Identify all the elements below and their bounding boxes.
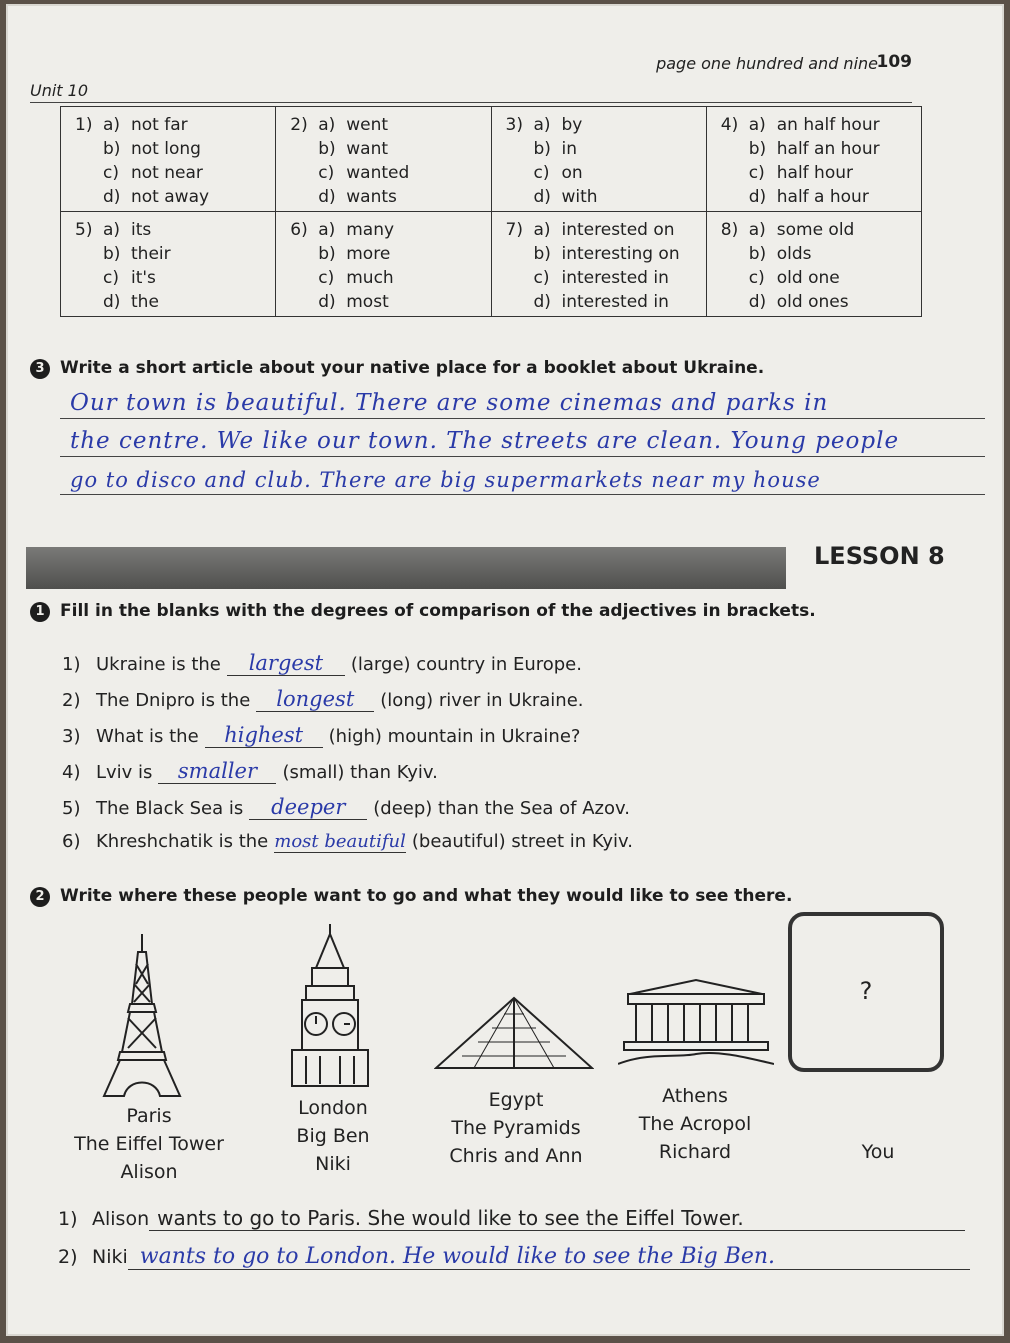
- place-caption: Egypt The Pyramids Chris and Ann: [449, 1089, 583, 1167]
- answer-text[interactable]: wants to go to London. He would like to see the Big Ben.: [128, 1244, 970, 1270]
- answer-blank[interactable]: longest: [256, 687, 374, 712]
- answer-blank[interactable]: most beautiful: [274, 831, 406, 852]
- option-group: 6) a) many b) more c) much d) most: [276, 212, 491, 317]
- big-ben-icon: [280, 924, 380, 1088]
- exercise-item: 6) Khreshchatik is the most beautiful (beautiful) street in Kyiv.: [62, 831, 634, 852]
- you-label: You: [861, 1141, 895, 1163]
- answer-text[interactable]: wants to go to Paris. She would like to see the Eiffel Tower.: [149, 1206, 965, 1231]
- answer-blank[interactable]: highest: [205, 723, 323, 748]
- answer-options-table: [60, 106, 922, 317]
- option-group: 3) a) by b) in c) on d) with: [491, 107, 706, 212]
- option-group: 5) a) its b) their c) it's d) the: [61, 212, 276, 317]
- unit-label: Unit 10: [30, 81, 89, 100]
- option-group: 2) a) went b) want c) wanted d) wants: [276, 107, 491, 212]
- option-group: 8) a) some old b) olds c) old one d) old ones: [706, 212, 921, 317]
- page-header: [30, 54, 912, 103]
- handwritten-line: go to disco and club. There are big supermarkets near my house: [60, 458, 985, 495]
- task-number-badge: 2: [30, 887, 50, 907]
- handwritten-line: the centre. We like our town. The streets are clean. Young people: [60, 420, 985, 457]
- place-caption: Athens The Acropol Richard: [638, 1085, 752, 1163]
- handwritten-line: Our town is beautiful. There are some cinemas and parks in: [60, 382, 985, 419]
- options-row: [61, 107, 922, 212]
- answer-line: 1) Alison wants to go to Paris. She would like to see the Eiffel Tower.: [58, 1206, 965, 1231]
- pyramid-icon: [434, 996, 594, 1072]
- lesson-banner-bar: [26, 547, 786, 589]
- lesson-title: LESSON 8: [814, 542, 945, 570]
- eiffel-tower-icon: [100, 934, 184, 1098]
- exercise-item: 1) Ukraine is the largest (large) country in Europe.: [62, 651, 582, 675]
- option-group: 4) a) an half hour b) half an hour c) half hour d) half a hour: [706, 107, 921, 212]
- ex1-instruction: 1 Fill in the blanks with the degrees of comparison of the adjectives in brackets.: [30, 601, 816, 622]
- option-group: 7) a) interested on b) interesting on c) interested in d) interested in: [491, 212, 706, 317]
- exercise-item: 4) Lviv is smaller (small) than Kyiv.: [62, 759, 438, 783]
- workbook-page: [8, 6, 1002, 1334]
- page-number: 109: [876, 52, 912, 72]
- answer-blank[interactable]: smaller: [158, 759, 276, 784]
- page-number-words: page one hundred and nine: [656, 54, 878, 73]
- exercise-item: 3) What is the highest (high) mountain in Ukraine?: [62, 723, 581, 747]
- acropolis-icon: [618, 978, 774, 1068]
- task-number-badge: 1: [30, 602, 50, 622]
- you-placeholder-box: ?: [788, 912, 944, 1072]
- task3-instruction: 3 Write a short article about your native place for a booklet about Ukraine.: [30, 358, 764, 379]
- exercise-item: 5) The Black Sea is deeper (deep) than the Sea of Azov.: [62, 795, 630, 819]
- options-row: [61, 212, 922, 317]
- exercise-item: 2) The Dnipro is the longest (long) river in Ukraine.: [62, 687, 584, 711]
- place-caption: Paris The Eiffel Tower Alison: [74, 1105, 224, 1183]
- ex2-instruction: 2 Write where these people want to go and what they would like to see there.: [30, 886, 792, 907]
- answer-line: 2) Niki wants to go to London. He would like to see the Big Ben.: [58, 1244, 970, 1270]
- place-caption: London Big Ben Niki: [296, 1097, 370, 1175]
- option-group: 1) a) not far b) not long c) not near d) not away: [61, 107, 276, 212]
- answer-blank[interactable]: deeper: [249, 795, 367, 820]
- answer-blank[interactable]: largest: [227, 651, 345, 676]
- task-number-badge: 3: [30, 359, 50, 379]
